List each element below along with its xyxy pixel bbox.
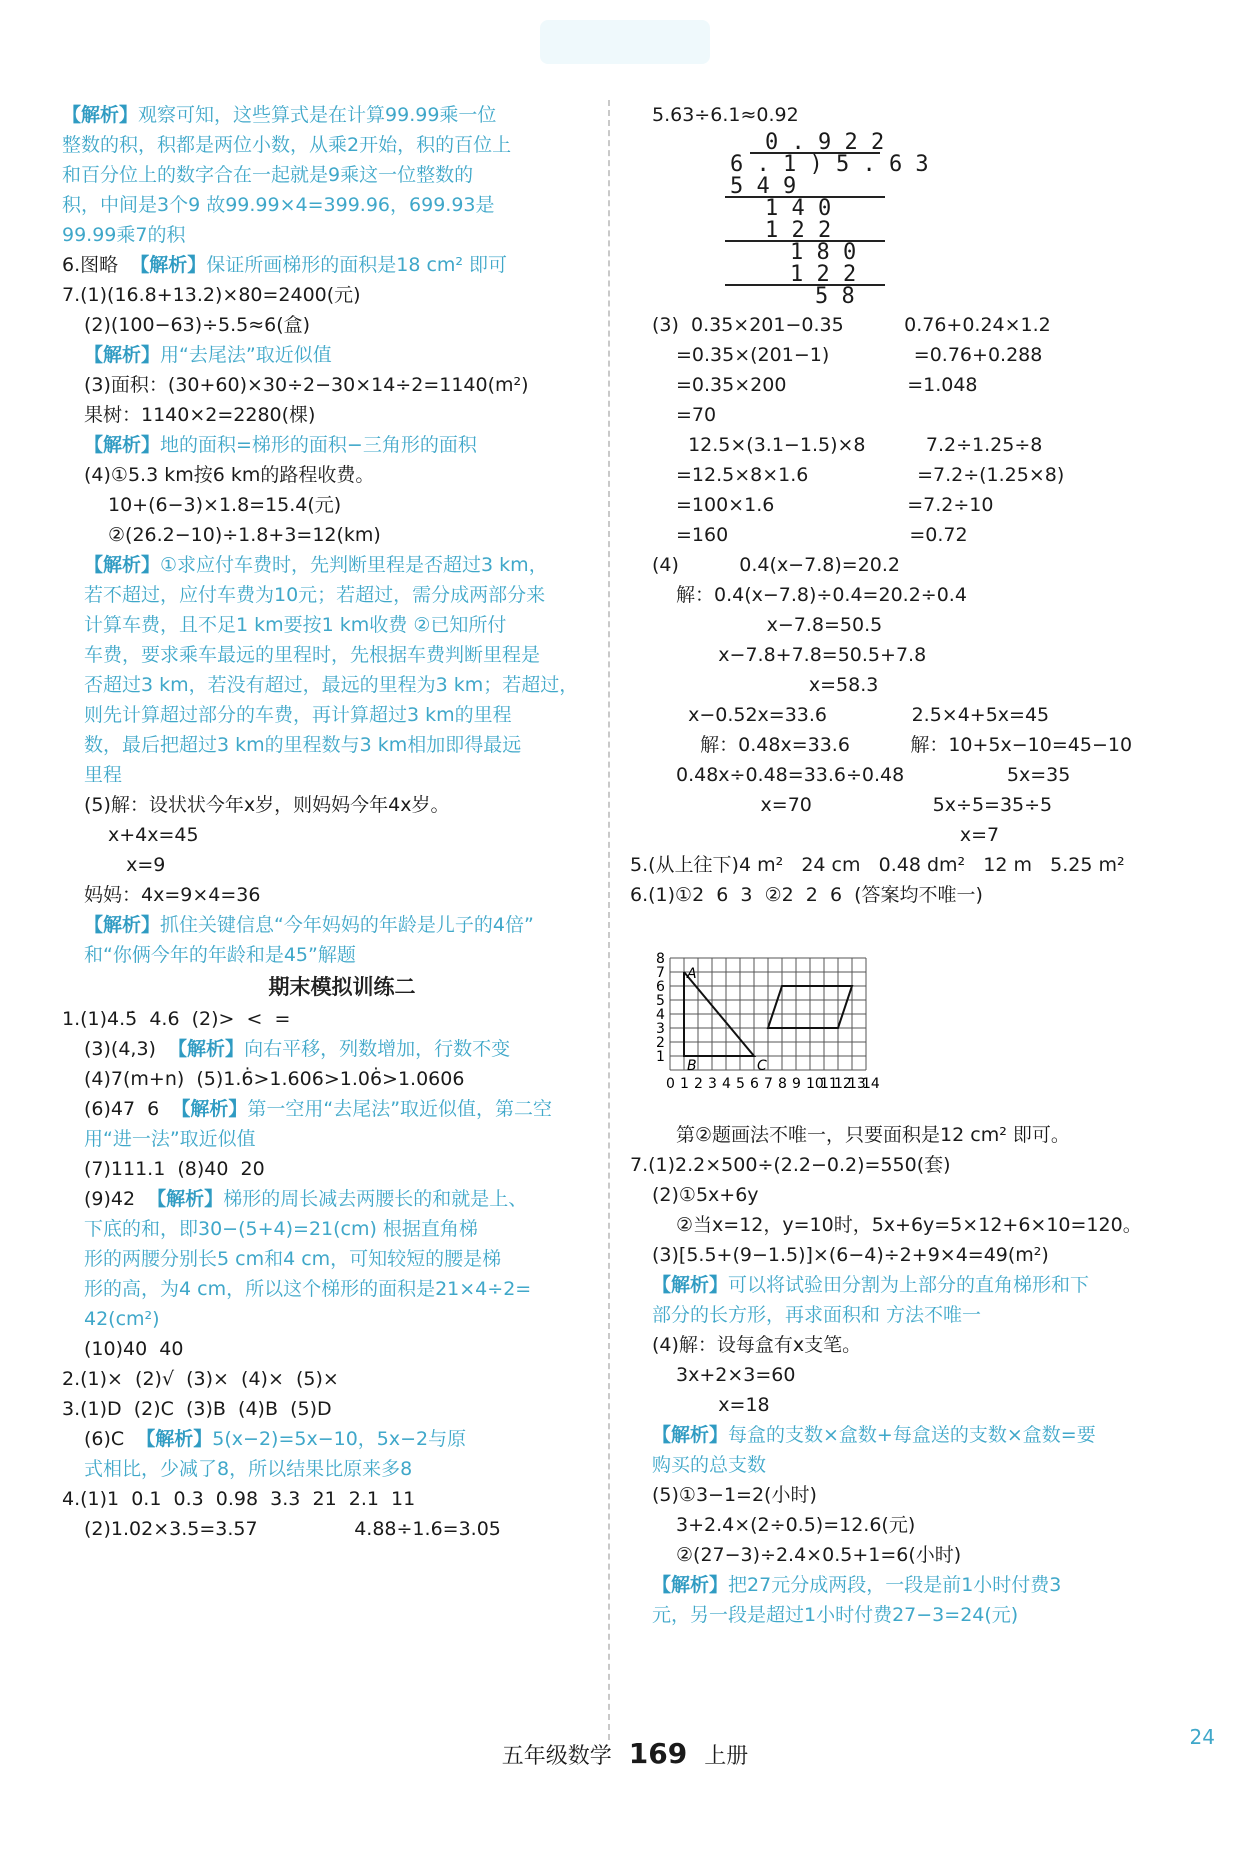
answer-line: 5.63÷6.1≈0.92 (652, 104, 799, 126)
analysis-line (62, 700, 622, 730)
x-tick-label: 14 (862, 1076, 880, 1092)
division-digits: 5 4 9 (730, 174, 797, 199)
answer-line: (7)111.1 (8)40 20 (84, 1158, 265, 1180)
answer-line: 12.5×(3.1−1.5)×8 7.2÷1.25÷8 (676, 434, 1043, 456)
analysis-text: 购买的总支数 (652, 1454, 767, 1476)
answer-line: (2)1.02×3.5=3.57 4.88÷1.6=3.05 (84, 1518, 501, 1540)
analysis-text: 式相比，少减了8，所以结果比原来多8 (84, 1458, 413, 1480)
answer-line: 4.(1)1 0.1 0.3 0.98 3.3 21 2.1 11 (62, 1488, 416, 1510)
answer-line: 第②题画法不唯一，只要面积是12 cm² 即可。 (676, 1124, 1070, 1146)
division-rule (750, 152, 880, 154)
answer-line: 妈妈：4x=9×4=36 (84, 884, 261, 906)
analysis-tag: 【解析】 (652, 1574, 729, 1596)
answer-line: 0.48x÷0.48=33.6÷0.48 5x=35 (676, 764, 1071, 786)
analysis-line (62, 760, 622, 790)
answer-line: (4)7(m+n) (5)1.6̇>1.606>1.06̇>1.0606 (84, 1068, 465, 1090)
answer-line: x=7 (676, 824, 1000, 846)
answer-text: (6)C (84, 1428, 137, 1450)
answer-line: ②(27−3)÷2.4×0.5+1=6(小时) (676, 1544, 962, 1566)
section-heading: 期末模拟训练二 (268, 975, 416, 999)
analysis-tag: 【解析】 (84, 914, 161, 936)
analysis-text: 第一空用“去尾法”取近似值，第二空 (247, 1098, 553, 1120)
analysis-line (62, 100, 622, 130)
analysis-line (62, 1124, 622, 1154)
analysis-text: 里程 (84, 764, 123, 786)
footer-volume: 上册 (704, 1744, 749, 1769)
analysis-text: 整数的积，积都是两位小数，从乘2开始，积的百位上 (62, 134, 512, 156)
division-digits: 1 8 0 (790, 240, 857, 265)
answer-line: x=70 5x÷5=35÷5 (676, 794, 1053, 816)
analysis-line (62, 340, 622, 370)
analysis-text: 计算车费，且不足1 km要按1 km收费 ②已知所付 (84, 614, 507, 636)
y-tick-label: 6 (656, 979, 665, 995)
analysis-line (62, 640, 622, 670)
corner-page-number: 24 (1189, 1725, 1215, 1749)
analysis-line (630, 1300, 1190, 1330)
division-rule (725, 196, 885, 198)
y-tick-label: 1 (656, 1049, 665, 1065)
analysis-text: 梯形的周长减去两腰长的和就是上、 (223, 1188, 528, 1210)
analysis-tag: 【解析】 (84, 434, 161, 456)
analysis-text: 可以将试验田分割为上部分的直角梯形和下 (728, 1274, 1090, 1296)
point-label: A (687, 966, 697, 982)
division-rule (725, 284, 885, 286)
answer-line: ②当x=12，y=10时，5x+6y=5×12+6×10=120。 (676, 1214, 1142, 1236)
answer-line: (3)面积：(30+60)×30÷2−30×14÷2=1140(m²) (84, 374, 529, 396)
answer-line (62, 1424, 622, 1454)
analysis-line (62, 940, 622, 970)
analysis-text: 把27元分成两段，一段是前1小时付费3 (728, 1574, 1062, 1596)
x-tick-label: 3 (708, 1076, 717, 1092)
x-tick-label: 4 (722, 1076, 731, 1092)
analysis-tag: 【解析】 (84, 344, 161, 366)
x-tick-label: 10 (806, 1076, 824, 1092)
answer-line: =100×1.6 =7.2÷10 (676, 494, 994, 516)
analysis-tag: 【解析】 (136, 1428, 213, 1450)
answer-line: (2)(100−63)÷5.5≈6(盒) (84, 314, 311, 336)
answer-line: (4)①5.3 km按6 km的路程收费。 (84, 464, 375, 486)
answer-line: x=18 (676, 1394, 770, 1416)
division-digits: 1 2 2 (765, 218, 832, 243)
analysis-text: 42(cm²) (84, 1308, 160, 1330)
analysis-text: 形的两腰分别长5 cm和4 cm，可知较短的腰是梯 (84, 1248, 502, 1270)
analysis-line (62, 910, 622, 940)
answer-line: (10)40 40 (84, 1338, 184, 1360)
page-footer (450, 1732, 800, 1776)
analysis-text: 部分的长方形，再求面积和 方法不唯一 (652, 1304, 982, 1326)
analysis-text: 99.99乘7的积 (62, 224, 186, 246)
y-tick-label: 4 (656, 1007, 665, 1023)
x-tick-label: 13 (848, 1076, 866, 1092)
answer-line: (2)①5x+6y (652, 1184, 759, 1206)
analysis-text: 向右平移，列数增加，行数不变 (244, 1038, 511, 1060)
answer-line: (4) 0.4(x−7.8)=20.2 (652, 554, 900, 576)
x-tick-label: 9 (792, 1076, 801, 1092)
analysis-tag: 【解析】 (168, 1038, 245, 1060)
x-tick-label: 7 (764, 1076, 773, 1092)
analysis-line (62, 1244, 622, 1274)
answer-line (62, 1184, 622, 1214)
answer-line: =160 =0.72 (676, 524, 968, 546)
analysis-line (62, 610, 622, 640)
analysis-text: 每盒的支数×盒数+每盒送的支数×盒数=要 (728, 1424, 1096, 1446)
point-label: C (757, 1058, 767, 1074)
division-rule (725, 240, 885, 242)
answer-line: =0.35×(201−1) =0.76+0.288 (676, 344, 1043, 366)
answer-line: 10+(6−3)×1.8=15.4(元) (108, 494, 342, 516)
analysis-tag: 【解析】 (652, 1424, 729, 1446)
answer-line: x=58.3 (676, 674, 879, 696)
analysis-line (62, 130, 622, 160)
analysis-text: ①求应付车费时，先判断里程是否超过3 km， (160, 554, 548, 576)
answer-text: (3)(4,3) (84, 1038, 169, 1060)
analysis-text: 积，中间是3个9 故99.99×4=399.96，699.93是 (62, 194, 495, 216)
long-division (630, 130, 1190, 310)
header-logo (540, 20, 710, 64)
answer-line: 3.(1)D (2)C (3)B (4)B (5)D (62, 1398, 332, 1420)
x-tick-label: 6 (750, 1076, 759, 1092)
analysis-line (62, 430, 622, 460)
answer-line: =0.35×200 =1.048 (676, 374, 978, 396)
answer-line: =12.5×8×1.6 =7.2÷(1.25×8) (676, 464, 1065, 486)
analysis-text: 用“去尾法”取近似值 (160, 344, 332, 366)
analysis-line (630, 1600, 1190, 1630)
analysis-tag: 【解析】 (130, 254, 207, 276)
answer-line: x−7.8+7.8=50.5+7.8 (676, 644, 927, 666)
answer-line: (3) 0.35×201−0.35 0.76+0.24×1.2 (652, 314, 1051, 336)
analysis-line (62, 550, 622, 580)
answer-line: 1.(1)4.5̇ 4.6 (2)> < = (62, 1008, 291, 1030)
y-tick-label: 5 (656, 993, 665, 1009)
footer-grade: 五年级数学 (501, 1744, 612, 1769)
answer-line (62, 250, 622, 280)
analysis-line (630, 1420, 1190, 1450)
answer-line: 2.(1)× (2)√ (3)× (4)× (5)× (62, 1368, 339, 1390)
answer-line: 3x+2×3=60 (676, 1364, 796, 1386)
answer-line: (3)[5.5+(9−1.5)]×(6−4)÷2+9×4=49(m²) (652, 1244, 1049, 1266)
analysis-text: 否超过3 km，若没有超过，最远的里程为3 km；若超过， (84, 674, 579, 696)
answer-line: ②(26.2−10)÷1.8+3=12(km) (108, 524, 381, 546)
analysis-text: 元，另一段是超过1小时付费27−3=24(元) (652, 1604, 1019, 1626)
analysis-text: 5(x−2)=5x−10，5x−2与原 (212, 1428, 467, 1450)
answer-text: (9)42 (84, 1188, 148, 1210)
x-tick-label: 12 (834, 1076, 852, 1092)
answer-line: x+4x=45 (108, 824, 199, 846)
analysis-line (62, 580, 622, 610)
analysis-line (62, 1274, 622, 1304)
analysis-tag: 【解析】 (652, 1274, 729, 1296)
x-tick-label: 1 (680, 1076, 689, 1092)
page-number: 169 (628, 1737, 688, 1770)
division-digits: 1 2 2 (790, 262, 857, 287)
analysis-text: 地的面积=梯形的面积−三角形的面积 (160, 434, 477, 456)
answer-line: 解：0.48x=33.6 解：10+5x−10=45−10 (676, 734, 1133, 756)
answer-line: 5.(从上往下)4 m² 24 cm 0.48 dm² 12 m 5.25 m² (630, 854, 1125, 876)
analysis-tag: 【解析】 (84, 554, 161, 576)
point-label: B (687, 1058, 697, 1074)
answer-line: 解：0.4(x−7.8)÷0.4=20.2÷0.4 (676, 584, 967, 606)
grid-figure (630, 910, 930, 1120)
analysis-line (62, 1214, 622, 1244)
answer-line: 6.(1)①2 6 3 ②2 2 6 (答案均不唯一) (630, 884, 983, 906)
analysis-text: 观察可知，这些算式是在计算99.99乘一位 (138, 104, 497, 126)
analysis-text: 和百分位上的数字合在一起就是9乘这一位整数的 (62, 164, 474, 186)
division-digits: 1 4 0 (765, 196, 832, 221)
analysis-line (62, 730, 622, 760)
answer-text: 6.图略 (62, 254, 131, 276)
answer-line: 7.(1)(16.8+13.2)×80=2400(元) (62, 284, 361, 306)
analysis-text: 车费，要求乘车最远的里程时，先根据车费判断里程是 (84, 644, 541, 666)
right-column (630, 100, 1190, 1630)
x-tick-label: 0 (666, 1076, 675, 1092)
answer-text: (6)47 6 (84, 1098, 172, 1120)
answer-line: x=9 (108, 854, 166, 876)
y-tick-label: 8 (656, 951, 665, 967)
answer-line: 果树：1140×2=2280(棵) (84, 404, 316, 426)
division-digits: 0 . 9 2 2 (765, 130, 885, 155)
answer-line (62, 1094, 622, 1124)
division-digits: 6 . 1 ) 5 . 6 3 (730, 152, 929, 177)
drawing-grid (630, 910, 1190, 1120)
y-tick-label: 3 (656, 1021, 665, 1037)
analysis-line (630, 1570, 1190, 1600)
answer-line: 7.(1)2.2×500÷(2.2−0.2)=550(套) (630, 1154, 951, 1176)
answer-line: (5)①3−1=2(小时) (652, 1484, 817, 1506)
answer-line: (4)解：设每盒有x支笔。 (652, 1334, 862, 1356)
x-tick-label: 8 (778, 1076, 787, 1092)
analysis-text: 抓住关键信息“今年妈妈的年龄是儿子的4倍” (160, 914, 534, 936)
x-tick-label: 5 (736, 1076, 745, 1092)
answer-line: =70 (676, 404, 717, 426)
analysis-line (62, 220, 622, 250)
analysis-text: 形的高，为4 cm，所以这个梯形的面积是21×4÷2= (84, 1278, 532, 1300)
analysis-line (630, 1450, 1190, 1480)
analysis-text: 用“进一法”取近似值 (84, 1128, 256, 1150)
analysis-text: 数，最后把超过3 km的里程数与3 km相加即得最远 (84, 734, 522, 756)
y-tick-label: 2 (656, 1035, 665, 1051)
analysis-line (62, 160, 622, 190)
analysis-text: 保证所画梯形的面积是18 cm² 即可 (206, 254, 508, 276)
analysis-tag: 【解析】 (147, 1188, 224, 1210)
analysis-tag: 【解析】 (171, 1098, 248, 1120)
analysis-line (62, 1454, 622, 1484)
answer-line: x−0.52x=33.6 2.5×4+5x=45 (676, 704, 1050, 726)
answer-line: (5)解：设状状今年x岁，则妈妈今年4x岁。 (84, 794, 450, 816)
answer-line: 3+2.4×(2÷0.5)=12.6(元) (676, 1514, 916, 1536)
analysis-line (62, 670, 622, 700)
x-tick-label: 2 (694, 1076, 703, 1092)
analysis-text: 则先计算超过部分的车费，再计算超过3 km的里程 (84, 704, 512, 726)
x-tick-label: 11 (820, 1076, 838, 1092)
analysis-text: 下底的和，即30−(5+4)=21(cm) 根据直角梯 (84, 1218, 478, 1240)
analysis-line (62, 1304, 622, 1334)
left-column (62, 100, 622, 1544)
analysis-line (62, 190, 622, 220)
analysis-line (630, 1270, 1190, 1300)
analysis-tag: 【解析】 (62, 104, 139, 126)
answer-line (62, 1034, 622, 1064)
answer-line: x−7.8=50.5 (676, 614, 883, 636)
division-digits: 5 8 (815, 284, 855, 309)
y-tick-label: 7 (656, 965, 665, 981)
analysis-text: 若不超过，应付车费为10元；若超过，需分成两部分来 (84, 584, 546, 606)
analysis-text: 和“你俩今年的年龄和是45”解题 (84, 944, 356, 966)
